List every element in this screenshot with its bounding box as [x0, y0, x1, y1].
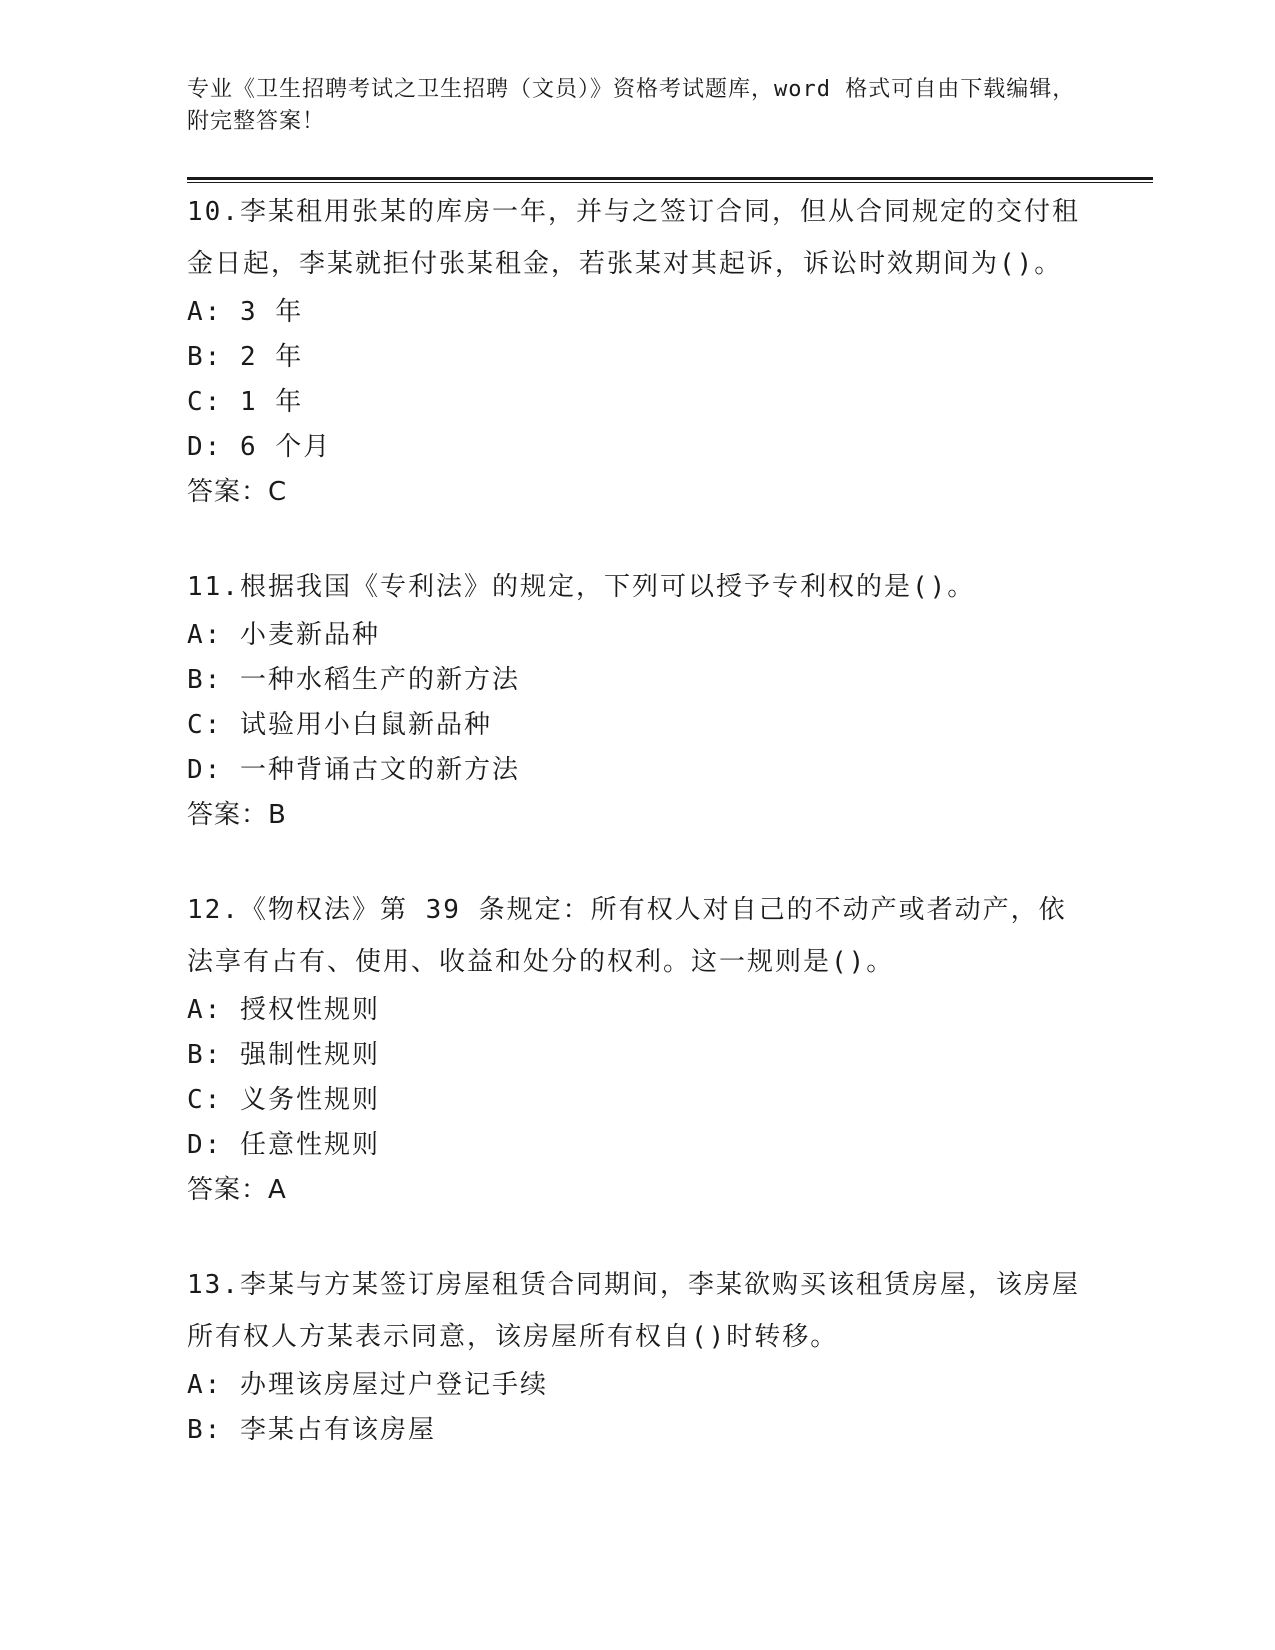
question-10 — [187, 186, 1087, 515]
question-text: 13.李某与方某签订房屋租赁合同期间，李某欲购买该租赁房屋，该房屋所有权人方某表示同意，该房屋所有权自()时转移。 — [187, 1270, 1080, 1352]
option-a: A: 3 年 — [187, 297, 304, 327]
option-c: C: 1 年 — [187, 387, 304, 417]
option-b: B: 2 年 — [187, 342, 304, 372]
option-a: A: 小麦新品种 — [187, 620, 380, 650]
header-divider-thin — [187, 182, 1153, 183]
question-11 — [187, 561, 1087, 838]
answer-label: 答案：C — [187, 477, 288, 507]
question-text: 10.李某租用张某的库房一年，并与之签订合同，但从合同规定的交付租金日起，李某就拒付张某租金，若张某对其起诉，诉讼时效期间为()。 — [187, 197, 1080, 279]
question-13 — [187, 1259, 1087, 1453]
question-12 — [187, 884, 1087, 1213]
option-b: B: 李某占有该房屋 — [187, 1415, 436, 1445]
question-text: 12.《物权法》第 39 条规定：所有权人对自己的不动产或者动产，依法享有占有、使用、收益和处分的权利。这一规则是()。 — [187, 895, 1067, 977]
option-a: A: 办理该房屋过户登记手续 — [187, 1370, 548, 1400]
option-a: A: 授权性规则 — [187, 995, 380, 1025]
question-list — [187, 186, 1087, 1499]
answer-label: 答案：A — [187, 1175, 287, 1205]
option-d: D: 6 个月 — [187, 432, 332, 462]
document-header: 专业《卫生招聘考试之卫生招聘（文员）》资格考试题库，word 格式可自由下载编辑，附完整答案！ — [187, 77, 1076, 134]
option-d: D: 一种背诵古文的新方法 — [187, 755, 520, 785]
option-d: D: 任意性规则 — [187, 1130, 380, 1160]
question-text: 11.根据我国《专利法》的规定，下列可以授予专利权的是()。 — [187, 572, 976, 602]
header-divider-thick — [187, 177, 1153, 180]
answer-label: 答案：B — [187, 800, 287, 830]
option-b: B: 强制性规则 — [187, 1040, 380, 1070]
option-b: B: 一种水稻生产的新方法 — [187, 665, 520, 695]
option-c: C: 义务性规则 — [187, 1085, 380, 1115]
option-c: C: 试验用小白鼠新品种 — [187, 710, 492, 740]
